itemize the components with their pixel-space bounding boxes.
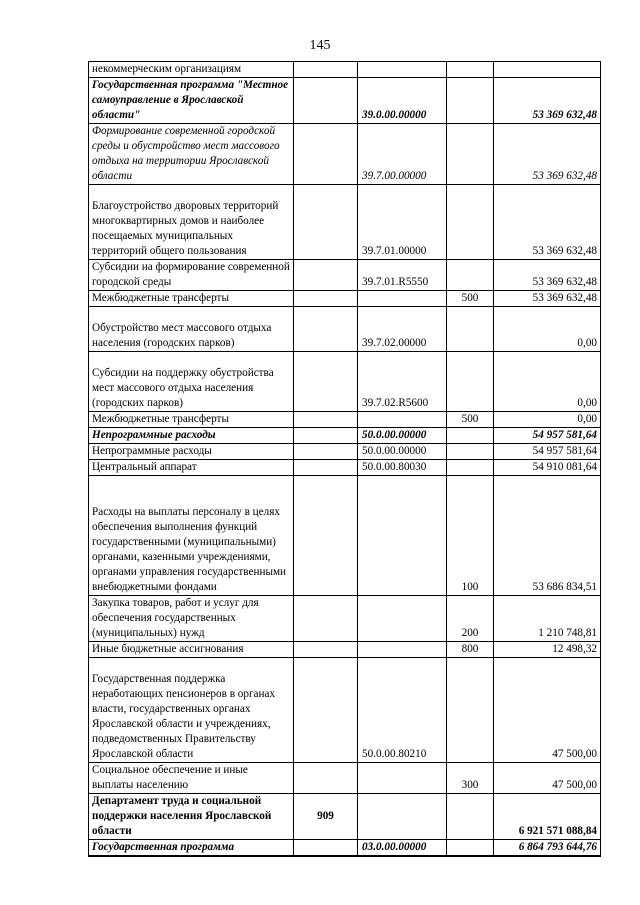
row-name: Формирование современной городской среды и обустройство мест массового отдыха на территории Ярославской области (89, 124, 294, 185)
row-sum: 12 498,32 (494, 642, 601, 658)
row-sum: 0,00 (494, 412, 601, 428)
row-name: некоммерческим организациям (89, 62, 294, 78)
table-row (89, 460, 601, 476)
row-name: Благоустройство дворовых территорий многоквартирных домов и наиболее посещаемых муниципальных территорий общего пользования (89, 185, 294, 260)
row-name: Государственная поддержка неработающих пенсионеров в органах власти, государственных органах Ярославской области и учреждениях, подведомственных Правительству Ярославской области (89, 658, 294, 763)
table-row (89, 658, 601, 763)
row-code: 03.0.00.00000 (358, 840, 447, 857)
row-vr (447, 794, 494, 840)
row-vr: 500 (447, 291, 494, 307)
row-sum: 0,00 (494, 307, 601, 352)
row-sum: 53 686 834,51 (494, 476, 601, 596)
row-vr (447, 62, 494, 78)
row-name: Иные бюджетные ассигнования (89, 642, 294, 658)
row-code: 50.0.00.80030 (358, 460, 447, 476)
row-sum: 47 500,00 (494, 658, 601, 763)
table-row (89, 642, 601, 658)
row-vr (447, 658, 494, 763)
table-row (89, 840, 601, 857)
row-vr (447, 352, 494, 412)
row-sum: 54 910 081,64 (494, 460, 601, 476)
row-dept (294, 840, 358, 857)
row-vr: 200 (447, 596, 494, 642)
row-name: Социальное обеспечение и иные выплаты населению (89, 763, 294, 794)
table-row (89, 476, 601, 596)
table-row (89, 260, 601, 291)
table-row (89, 185, 601, 260)
row-vr (447, 428, 494, 444)
row-name: Непрограммные расходы (89, 444, 294, 460)
row-dept (294, 307, 358, 352)
row-sum: 6 921 571 088,84 (494, 794, 601, 840)
row-name: Межбюджетные трансферты (89, 412, 294, 428)
table-row (89, 78, 601, 124)
row-sum: 0,00 (494, 352, 601, 412)
row-sum: 53 369 632,48 (494, 78, 601, 124)
row-vr (447, 444, 494, 460)
table-row (89, 412, 601, 428)
row-dept (294, 291, 358, 307)
row-name: Государственная программа (89, 840, 294, 857)
row-code: 39.7.00.00000 (358, 124, 447, 185)
table-row (89, 124, 601, 185)
row-dept (294, 124, 358, 185)
row-name: Субсидии на поддержку обустройства мест массового отдыха населения (городских парков) (89, 352, 294, 412)
row-dept (294, 412, 358, 428)
row-sum: 53 369 632,48 (494, 185, 601, 260)
row-sum: 1 210 748,81 (494, 596, 601, 642)
row-code (358, 412, 447, 428)
row-code: 39.7.02.R5600 (358, 352, 447, 412)
row-name: Государственная программа "Местное самоуправление в Ярославской области" (89, 78, 294, 124)
row-dept (294, 428, 358, 444)
row-code (358, 62, 447, 78)
row-code (358, 291, 447, 307)
budget-table (88, 61, 601, 857)
row-code (358, 763, 447, 794)
row-code: 50.0.00.00000 (358, 444, 447, 460)
row-dept (294, 658, 358, 763)
row-dept: 909 (294, 794, 358, 840)
row-name: Межбюджетные трансферты (89, 291, 294, 307)
row-dept (294, 476, 358, 596)
row-sum: 54 957 581,64 (494, 428, 601, 444)
table-row (89, 62, 601, 78)
row-name: Непрограммные расходы (89, 428, 294, 444)
table-row (89, 596, 601, 642)
row-dept (294, 185, 358, 260)
row-dept (294, 444, 358, 460)
row-vr (447, 185, 494, 260)
table-row (89, 794, 601, 840)
row-code (358, 596, 447, 642)
row-sum: 53 369 632,48 (494, 124, 601, 185)
table-row (89, 352, 601, 412)
row-name: Закупка товаров, работ и услуг для обеспечения государственных (муниципальных) нужд (89, 596, 294, 642)
row-vr (447, 840, 494, 857)
row-dept (294, 352, 358, 412)
row-vr: 500 (447, 412, 494, 428)
row-sum: 6 864 793 644,76 (494, 840, 601, 857)
row-vr: 800 (447, 642, 494, 658)
row-sum: 53 369 632,48 (494, 291, 601, 307)
row-name: Департамент труда и социальной поддержки населения Ярославской области (89, 794, 294, 840)
row-code (358, 642, 447, 658)
page-number: 145 (309, 38, 331, 53)
row-dept (294, 460, 358, 476)
row-vr: 300 (447, 763, 494, 794)
row-code (358, 476, 447, 596)
row-sum: 54 957 581,64 (494, 444, 601, 460)
table-row (89, 444, 601, 460)
row-vr (447, 124, 494, 185)
row-code: 39.0.00.00000 (358, 78, 447, 124)
row-name: Субсидии на формирование современной городской среды (89, 260, 294, 291)
row-dept (294, 763, 358, 794)
row-vr: 100 (447, 476, 494, 596)
table-row (89, 307, 601, 352)
row-dept (294, 260, 358, 291)
row-dept (294, 62, 358, 78)
table-row (89, 763, 601, 794)
row-vr (447, 78, 494, 124)
row-sum (494, 62, 601, 78)
row-code: 50.0.00.00000 (358, 428, 447, 444)
row-name: Расходы на выплаты персоналу в целях обеспечения выполнения функций государственными (муниципальными) органами, казенными учреждениями, органами управления государственными внебюджетными фондами (89, 476, 294, 596)
row-vr (447, 460, 494, 476)
row-code: 39.7.01.00000 (358, 185, 447, 260)
table-row (89, 291, 601, 307)
row-name: Обустройство мест массового отдыха населения (городских парков) (89, 307, 294, 352)
table-row (89, 428, 601, 444)
row-code: 39.7.01.R5550 (358, 260, 447, 291)
row-sum: 53 369 632,48 (494, 260, 601, 291)
row-code: 50.0.00.80210 (358, 658, 447, 763)
row-name: Центральный аппарат (89, 460, 294, 476)
row-dept (294, 78, 358, 124)
row-sum: 47 500,00 (494, 763, 601, 794)
row-code (358, 794, 447, 840)
row-dept (294, 642, 358, 658)
row-vr (447, 260, 494, 291)
row-vr (447, 307, 494, 352)
row-code: 39.7.02.00000 (358, 307, 447, 352)
row-dept (294, 596, 358, 642)
